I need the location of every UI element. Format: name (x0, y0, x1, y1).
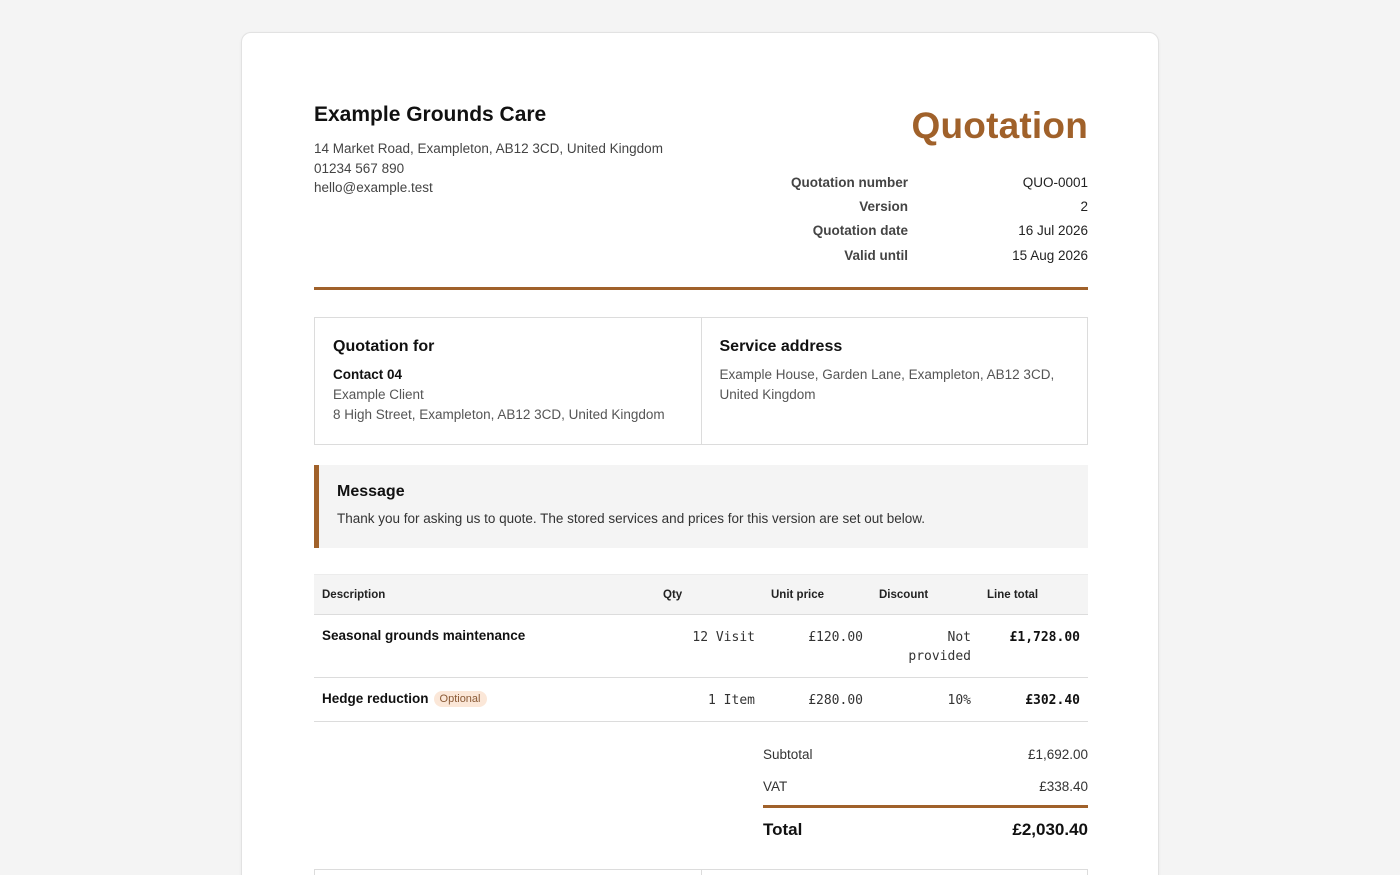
message-heading: Message (337, 483, 405, 500)
quotation-document (241, 32, 1159, 875)
item-discount: 10% (871, 678, 979, 722)
contact-name: Contact 04 (333, 367, 403, 382)
table-row (314, 615, 1088, 678)
table-header-row (314, 575, 1088, 615)
terms-box-left (315, 870, 701, 875)
service-address-line: Example House, Garden Lane, Exampleton, AB12 3CD, (719, 367, 1055, 382)
terms-box-right (701, 870, 1088, 875)
vat-row (763, 771, 1088, 803)
meta-value: 2 (1080, 198, 1088, 214)
total-label: Total (763, 820, 803, 839)
meta-value: 16 Jul 2026 (1018, 223, 1088, 239)
company-email: hello@example.test (314, 180, 433, 195)
meta-row-valid-until (768, 243, 1088, 267)
quotation-for-heading: Quotation for (333, 338, 435, 355)
client-address: 8 High Street, Exampleton, AB12 3CD, United Kingdom (333, 407, 665, 422)
item-description: Hedge reduction (322, 691, 429, 706)
item-description-cell (314, 678, 655, 722)
discount-line: provided (908, 649, 971, 664)
quotation-for-box (315, 318, 701, 444)
meta-value: 15 Aug 2026 (1012, 247, 1088, 263)
discount-line: Not (947, 630, 971, 645)
item-unit-price: £120.00 (763, 615, 871, 678)
optional-badge: Optional (434, 691, 487, 707)
item-unit-price: £280.00 (763, 678, 871, 722)
meta-row-quotation-number (768, 170, 1088, 194)
meta-label: Quotation date (812, 223, 908, 239)
totals-section (763, 739, 1088, 840)
item-discount (871, 615, 979, 678)
column-header-unit-price: Unit price (763, 575, 871, 615)
company-address: 14 Market Road, Exampleton, AB12 3CD, United Kingdom (314, 141, 663, 156)
subtotal-row (763, 739, 1088, 771)
parties-section (314, 317, 1088, 445)
total-value: £2,030.40 (1012, 820, 1088, 839)
service-address-box (701, 318, 1088, 444)
meta-value: QUO-0001 (1022, 174, 1088, 190)
company-phone: 01234 567 890 (314, 161, 405, 176)
line-items-table (314, 574, 1088, 722)
meta-row-version (768, 194, 1088, 218)
item-line-total: £302.40 (979, 678, 1088, 722)
item-description: Seasonal grounds maintenance (314, 615, 655, 678)
subtotal-label: Subtotal (763, 747, 813, 763)
vat-value: £338.40 (1039, 778, 1088, 794)
item-qty: 12 Visit (655, 615, 763, 678)
item-qty: 1 Item (655, 678, 763, 722)
column-header-description: Description (314, 575, 655, 615)
grand-total-row (763, 820, 1088, 840)
service-address-line: United Kingdom (719, 387, 816, 402)
subtotal-value: £1,692.00 (1027, 747, 1088, 763)
client-name: Example Client (333, 387, 424, 402)
meta-row-quotation-date (768, 219, 1088, 243)
vat-label: VAT (763, 778, 788, 794)
totals-divider (763, 805, 1088, 808)
header-divider (314, 287, 1088, 290)
document-title: Quotation (911, 105, 1088, 146)
table-row (314, 678, 1088, 722)
column-header-discount: Discount (871, 575, 979, 615)
column-header-qty: Qty (655, 575, 763, 615)
meta-label: Valid until (844, 247, 908, 263)
message-box (314, 465, 1088, 548)
service-address-heading: Service address (719, 338, 843, 355)
item-line-total: £1,728.00 (979, 615, 1088, 678)
message-body: Thank you for asking us to quote. The stored services and prices for this version are set out below. (337, 511, 926, 526)
meta-label: Version (859, 198, 908, 214)
terms-section (314, 869, 1088, 875)
quotation-meta (768, 170, 1088, 267)
column-header-line-total: Line total (979, 575, 1088, 615)
meta-label: Quotation number (791, 174, 908, 190)
company-name: Example Grounds Care (314, 103, 547, 126)
